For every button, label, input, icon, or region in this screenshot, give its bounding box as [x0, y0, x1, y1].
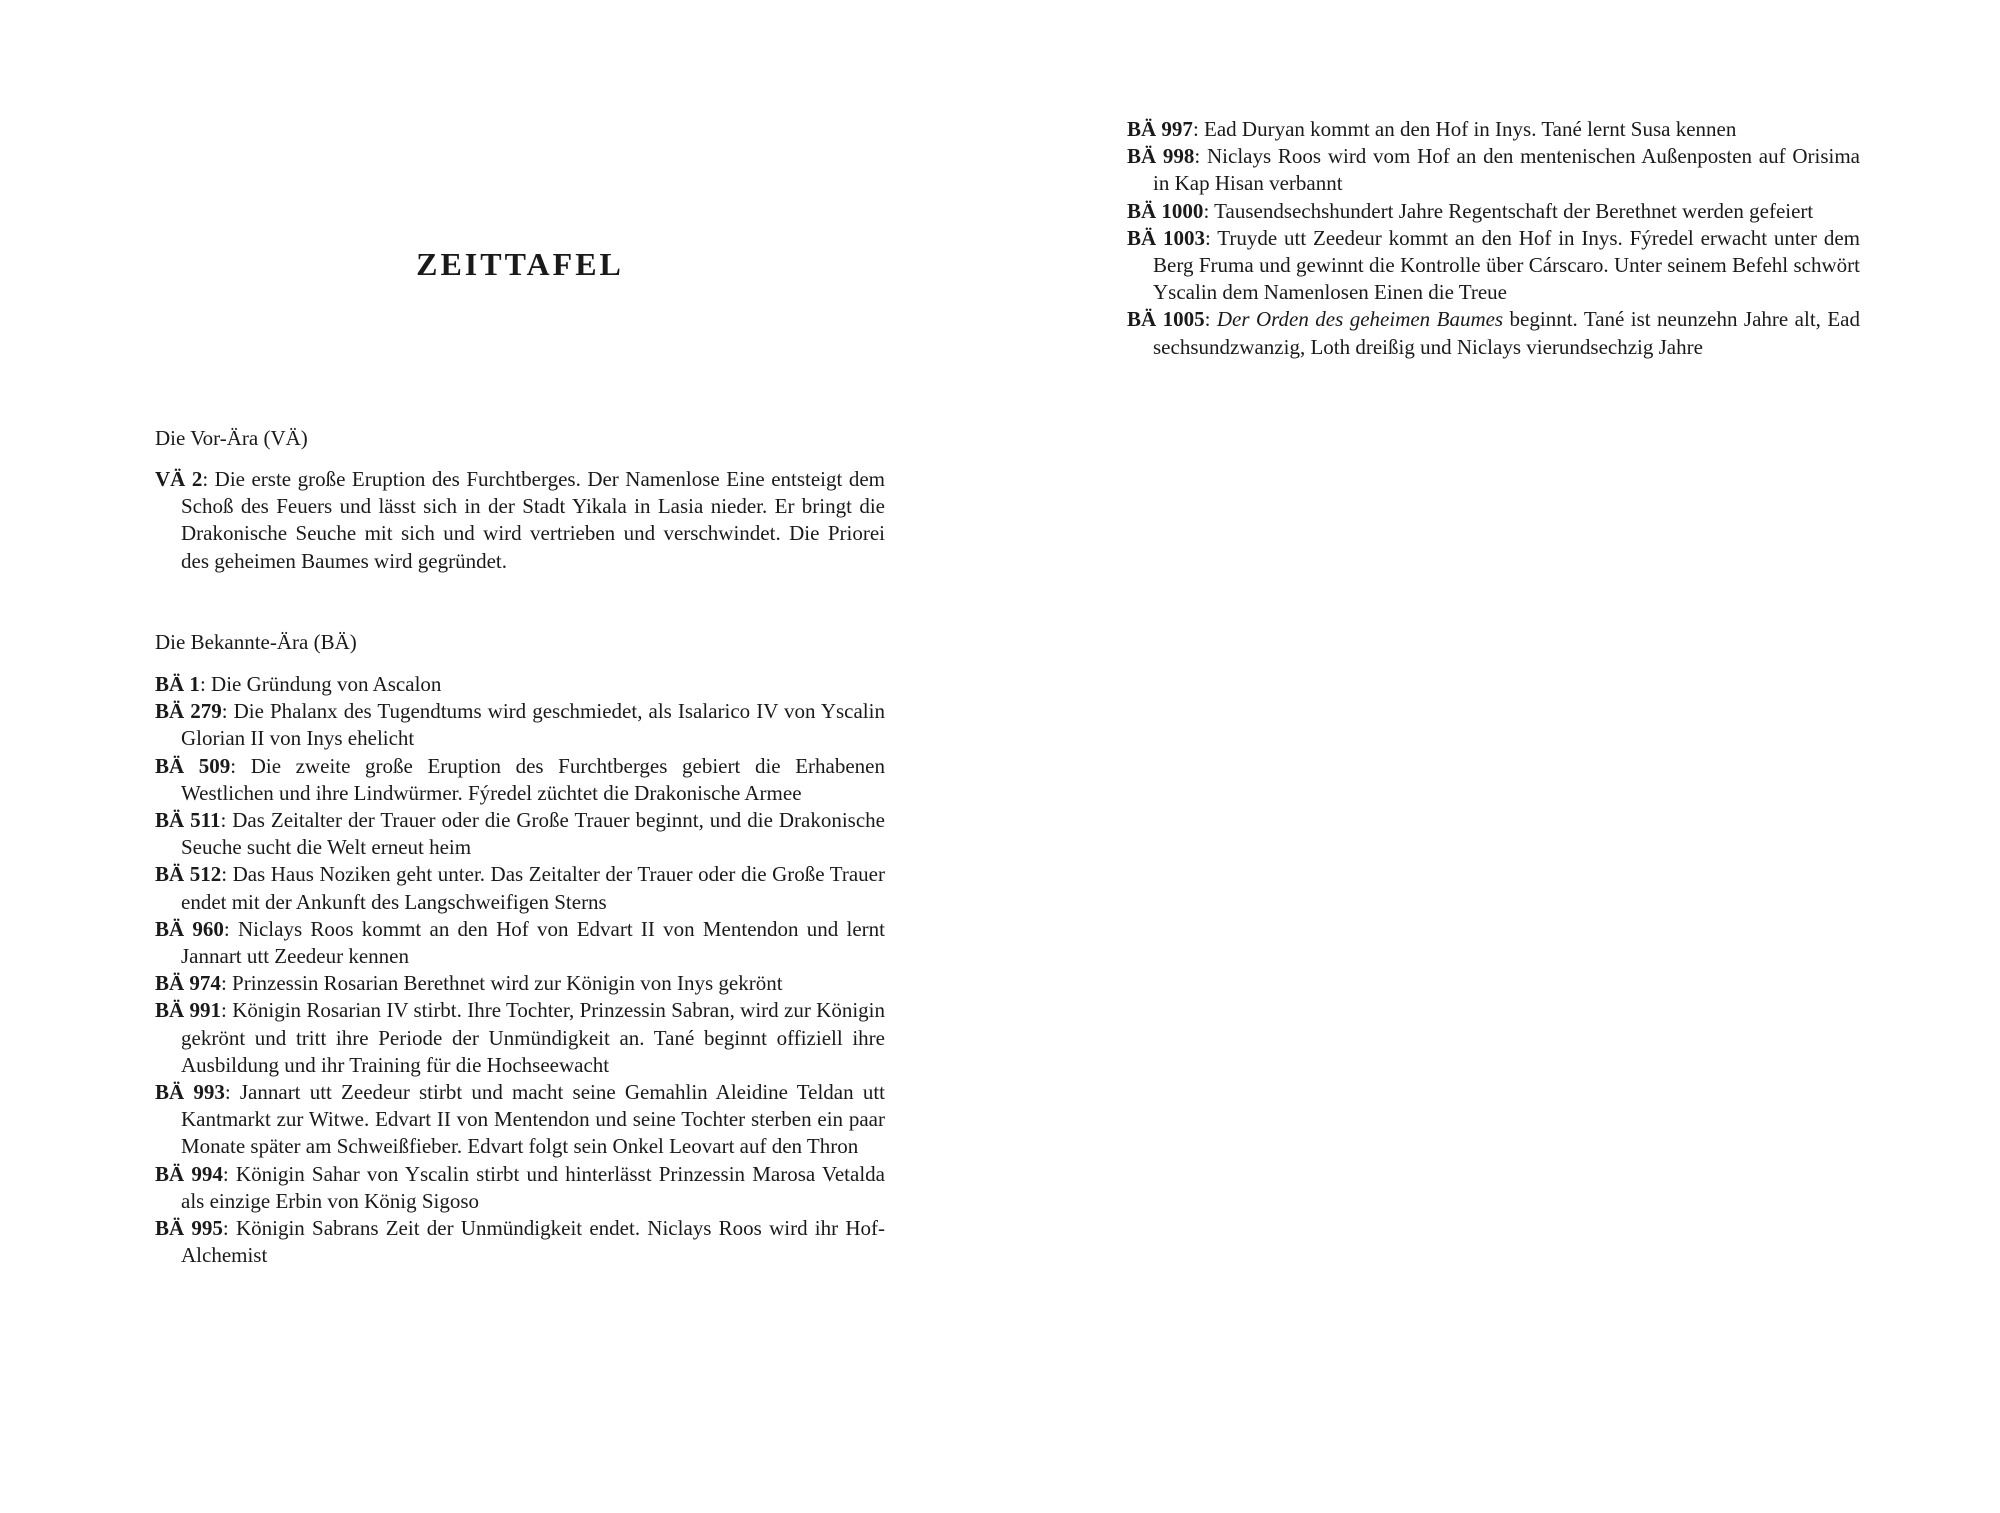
entry-key: BÄ 993 — [155, 1080, 225, 1105]
page-title: ZEITTAFEL — [416, 246, 624, 282]
entry-key: BÄ 997 — [1127, 117, 1193, 141]
list-item — [1127, 225, 1860, 307]
list-item — [1127, 198, 1860, 225]
list-item — [155, 466, 885, 575]
entry-text: : Königin Sabrans Zeit der Unmündigkeit endet. Niclays Roos wird ihr Hof-Alchemist — [181, 1216, 885, 1268]
list-item — [155, 753, 885, 807]
entry-text: : Niclays Roos wird vom Hof an den mentenischen Außenposten auf Orisima in Kap Hisan verbannt — [1153, 144, 1860, 196]
entry-text: : Die erste große Eruption des Furchtberges. Der Namenlose Eine entsteigt dem Schoß des Feuers und lässt sich in der Stadt Yikala in Lasia nieder. Er bringt die Drakonische Seuche mit sich und wird vertrieben und verschwindet. Die Priorei des geheimen Baumes wird gegründet. — [181, 467, 885, 573]
list-item — [155, 861, 885, 915]
entry-text: : Die zweite große Eruption des Furchtberges gebiert die Erhabenen Westlichen und ihre Lindwürmer. Fýredel züchtet die Drakonische Armee — [181, 753, 885, 805]
entry-text: : Jannart utt Zeedeur stirbt und macht seine Gemahlin Aleidine Teldan utt Kantmarkt zur Witwe. Edvart II von Mentendon und seine Tochter sterben ein paar Monate später am Schweißfieber. Edvart folgt sein Onkel Leovart auf den Thron — [181, 1080, 885, 1159]
list-item — [155, 1161, 885, 1215]
left-page — [155, 0, 885, 1513]
entry-text: : Königin Sahar von Yscalin stirbt und hinterlässt Prinzessin Marosa Vetalda als einzige Erbin von König Sigoso — [181, 1161, 885, 1213]
list-item — [155, 916, 885, 970]
entry-text: beginnt. Tané ist neunzehn Jahre alt, Ead sechsundzwanzig, Loth dreißig und Niclays vierundsechzig Jahre — [1153, 307, 1860, 359]
section-heading-known-era: Die Bekannte-Ära (BÄ) — [155, 630, 357, 654]
known-era-entries-continued — [1127, 116, 1860, 361]
entry-key: BÄ 960 — [155, 916, 224, 941]
list-item — [155, 970, 885, 997]
list-item — [1127, 306, 1860, 360]
entry-key: BÄ 279 — [155, 699, 222, 724]
entry-key: BÄ 1 — [155, 672, 200, 696]
entry-text: : Die Phalanx des Tugendtums wird geschmiedet, als Isalarico IV von Yscalin Glorian II von Inys ehelicht — [181, 699, 885, 751]
pre-era-entries — [155, 466, 885, 575]
entry-key: BÄ 995 — [155, 1216, 223, 1241]
entry-text: : Tausendsechshundert Jahre Regentschaft der Berethnet werden gefeiert — [1203, 198, 1814, 223]
entry-text: : Die Gründung von Ascalon — [199, 672, 442, 696]
list-item — [155, 698, 885, 752]
list-item — [155, 997, 885, 1079]
list-item — [155, 1079, 885, 1161]
list-item — [1127, 116, 1860, 143]
entry-text: : Prinzessin Rosarian Berethnet wird zur Königin von Inys gekrönt — [220, 971, 783, 996]
entry-text: : — [1204, 307, 1217, 332]
entry-key: BÄ 509 — [155, 753, 231, 778]
entry-key: BÄ 998 — [1127, 144, 1195, 169]
entry-key: BÄ 991 — [155, 998, 222, 1023]
entry-text: : Das Zeitalter der Trauer oder die Große Trauer beginnt, und die Drakonische Seuche sucht die Welt erneut heim — [181, 808, 885, 860]
entry-key: BÄ 512 — [155, 862, 222, 887]
entry-key: VÄ 2 — [155, 467, 203, 491]
known-era-entries — [155, 671, 885, 1269]
right-page — [1127, 0, 1860, 1513]
list-item — [155, 807, 885, 861]
list-item — [155, 671, 885, 698]
entry-text-italic: Der Orden des geheimen Baumes — [1216, 307, 1504, 332]
entry-key: BÄ 974 — [155, 971, 221, 996]
entry-text: : Das Haus Noziken geht unter. Das Zeitalter der Trauer oder die Große Trauer endet mit der Ankunft des Langschweifigen Sterns — [181, 862, 885, 914]
entry-text: : Truyde utt Zeedeur kommt an den Hof in Inys. Fýredel erwacht unter dem Berg Fruma und gewinnt die Kontrolle über Cárscaro. Unter seinem Befehl schwört Yscalin dem Namenlosen Einen die Treue — [1153, 225, 1860, 305]
list-item — [1127, 143, 1860, 197]
list-item — [155, 1215, 885, 1269]
entry-key: BÄ 1003 — [1127, 225, 1205, 250]
entry-text: : Königin Rosarian IV stirbt. Ihre Tochter, Prinzessin Sabran, wird zur Königin gekrönt und tritt ihre Periode der Unmündigkeit an. Tané beginnt offiziell ihre Ausbildung und ihr Training für die Hochseewacht — [181, 998, 885, 1077]
entry-key: BÄ 994 — [155, 1161, 223, 1186]
entry-key: BÄ 1005 — [1127, 307, 1205, 332]
entry-text: : Niclays Roos kommt an den Hof von Edvart II von Mentendon und lernt Jannart utt Zeedeur kennen — [181, 916, 885, 969]
entry-key: BÄ 1000 — [1127, 198, 1204, 223]
section-heading-pre-era: Die Vor-Ära (VÄ) — [155, 426, 308, 450]
entry-key: BÄ 511 — [155, 808, 221, 833]
entry-text: : Ead Duryan kommt an den Hof in Inys. Tané lernt Susa kennen — [1192, 117, 1737, 141]
